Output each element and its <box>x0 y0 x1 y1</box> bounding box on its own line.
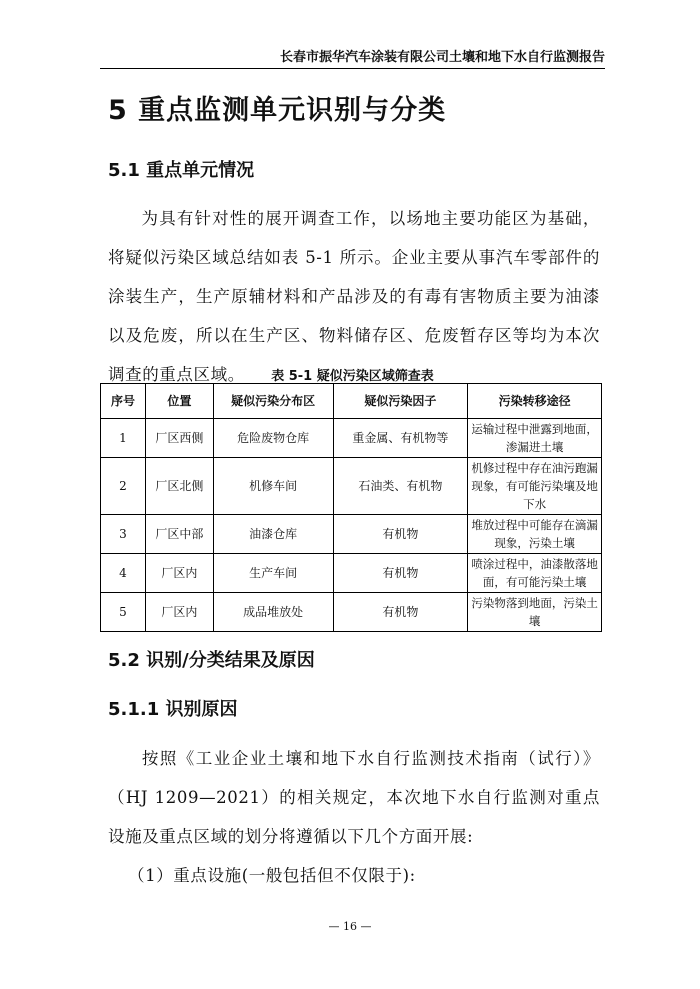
column-header: 疑似污染因子 <box>333 384 468 419</box>
table-cell: 厂区中部 <box>145 515 213 554</box>
table-row <box>101 593 602 632</box>
table-cell: 污染物落到地面，污染土壤 <box>468 593 602 632</box>
list-item <box>108 856 600 895</box>
table-cell: 成品堆放处 <box>213 593 333 632</box>
page-number: — 16 — <box>328 920 372 933</box>
table-row <box>101 554 602 593</box>
column-header: 疑似污染分布区 <box>213 384 333 419</box>
table-caption: 表 5-1 疑似污染区域筛查表 <box>271 369 434 384</box>
table-header-row <box>101 384 602 419</box>
section-5-1-1-text: 按照《工业企业土壤和地下水自行监测技术指南（试行）》（HJ 1209—2021）的相关规定，本次地下水自行监测对重点设施及重点区域的划分将遵循以下几个方面开展: <box>108 749 600 846</box>
table-cell: 3 <box>101 515 146 554</box>
table-cell: 生产车间 <box>213 554 333 593</box>
table-cell: 堆放过程中可能存在滴漏现象，污染土壤 <box>468 515 602 554</box>
table-cell: 喷涂过程中，油漆散落地面，有可能污染土壤 <box>468 554 602 593</box>
table-cell: 油漆仓库 <box>213 515 333 554</box>
table-cell: 2 <box>101 458 146 515</box>
table-cell: 有机物 <box>333 554 468 593</box>
table-row <box>101 419 602 458</box>
section-5-1-1-paragraph <box>108 739 600 856</box>
section-5-1-1-title: 5.1.1 识别原因 <box>108 699 238 720</box>
table-cell: 4 <box>101 554 146 593</box>
column-header: 污染转移途径 <box>468 384 602 419</box>
page-header: 长春市振华汽车涂装有限公司土壤和地下水自行监测报告 <box>279 50 605 65</box>
table-cell: 机修过程中存在油污跑漏现象，有可能污染壤及地下水 <box>468 458 602 515</box>
column-header: 序号 <box>101 384 146 419</box>
table-cell: 厂区北侧 <box>145 458 213 515</box>
header-rule <box>100 68 605 69</box>
list-item-text: （1）重点设施(一般包括但不仅限于): <box>128 866 416 885</box>
column-header: 位置 <box>145 384 213 419</box>
section-5-1-text: 为具有针对性的展开调查工作，以场地主要功能区为基础，将疑似污染区域总结如表 5-1 所示。企业主要从事汽车零部件的涂装生产，生产原辅材料和产品涉及的有毒有害物质主要为油漆以及危废，所以在生产区、物料储存区、危废暂存区等均为本次调查的重点区域。 <box>108 209 600 384</box>
table-cell: 石油类、有机物 <box>333 458 468 515</box>
table-cell: 厂区内 <box>145 593 213 632</box>
table-cell: 机修车间 <box>213 458 333 515</box>
table-cell: 有机物 <box>333 593 468 632</box>
table-row <box>101 515 602 554</box>
table-cell: 厂区西侧 <box>145 419 213 458</box>
chapter-title: 5 重点监测单元识别与分类 <box>108 95 447 126</box>
table-cell: 危险废物仓库 <box>213 419 333 458</box>
table-row <box>101 458 602 515</box>
table-cell: 有机物 <box>333 515 468 554</box>
section-5-2-title: 5.2 识别/分类结果及原因 <box>108 650 315 671</box>
table-cell: 运输过程中泄露到地面，渗漏进土壤 <box>468 419 602 458</box>
table-cell: 1 <box>101 419 146 458</box>
section-5-1-title: 5.1 重点单元情况 <box>108 160 255 181</box>
table-cell: 厂区内 <box>145 554 213 593</box>
table-cell: 5 <box>101 593 146 632</box>
table-cell: 重金属、有机物等 <box>333 419 468 458</box>
pollution-screening-table <box>100 383 602 632</box>
